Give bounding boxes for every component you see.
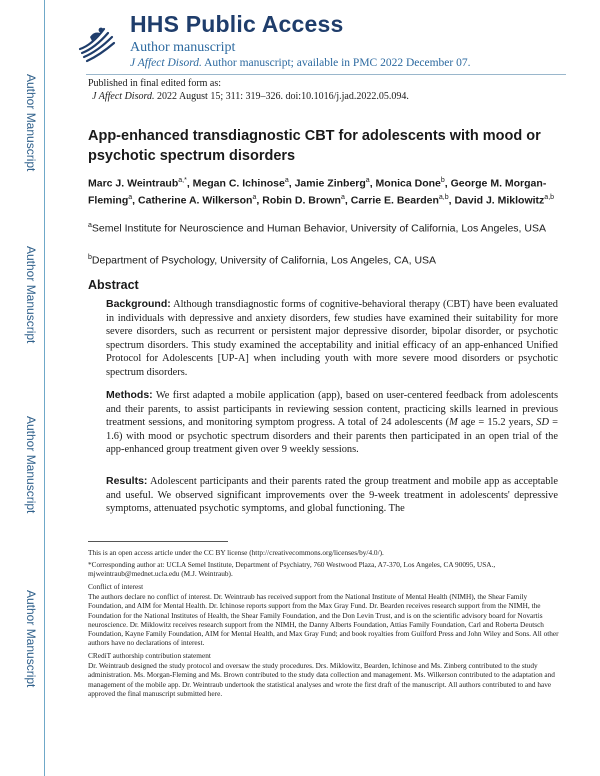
author-name: Megan C. Ichinose bbox=[192, 177, 285, 190]
sidebar-label: Author Manuscript bbox=[24, 416, 38, 514]
methods-sd-symbol: SD bbox=[536, 417, 549, 429]
author-affiliation-marker: a bbox=[252, 193, 257, 201]
author-affiliation-marker: a bbox=[284, 177, 289, 184]
affiliation-marker: a bbox=[88, 222, 92, 229]
citation-line bbox=[92, 91, 409, 102]
author-affiliation-marker: a,b bbox=[438, 193, 449, 201]
abstract-results bbox=[106, 475, 558, 516]
journal-availability bbox=[130, 57, 470, 69]
author-affiliation-marker: b bbox=[440, 177, 445, 184]
author-affiliation-marker: a,b bbox=[544, 193, 555, 201]
methods-mean-symbol: M bbox=[449, 417, 458, 429]
sidebar-label: Author Manuscript bbox=[24, 74, 38, 172]
author-manuscript-subtitle: Author manuscript bbox=[130, 40, 236, 55]
published-line: Published in final edited form as: bbox=[88, 78, 222, 89]
author-affiliation-marker: a bbox=[365, 177, 370, 184]
license-footnote[interactable]: This is an open access article under the CC BY license (http://creativecommons.org/licenses/by/4.0/). bbox=[88, 548, 384, 557]
author-name: Jamie Zinberg bbox=[294, 177, 366, 190]
author-affiliation-marker: a,* bbox=[178, 177, 187, 184]
author-name: Marc J. Weintraub bbox=[88, 177, 179, 190]
author-affiliation-marker: a bbox=[340, 193, 345, 201]
affiliation-text: Department of Psychology, University of California, Los Angeles, CA, USA bbox=[91, 254, 437, 267]
affiliation-a bbox=[88, 219, 558, 236]
methods-text: We first adapted a mobile application (app), based on user-centered feedback from adolescents and their parents, to assist participants in reviewing session content, practicing skills learned in previous treatment sessions, and monitoring symptom progress. A total of 24 adolescents ( bbox=[106, 390, 558, 429]
coi-text: The authors declare no conflict of interest. Dr. Weintraub has received support from the National Institute of Mental Health (NIMH), the Shear Family Foundation, and AIM for Mental Health. Dr. Ichinose reports support from the Max Gray Fund. Dr. Bearden receives research support from the NIMH, the Foundation for the National Institutes of Health, the Shear Family Foundation, and the Don Levin Trust, and is on the scientific advisory board for Novartis neuroscience. Dr. Miklowitz receives research support from the NIMH, the Danny Alberts Foundation, Attias Family Foundation, Carl and Roberta Deutsch Foundation, Kayne Family Foundation, AIM for Mental Health, and Max Gray Fund; and book royalties from Guilford Press and John Wiley and Sons. All other authors have no declarations of interest. bbox=[88, 592, 559, 648]
credit-text: Dr. Weintraub designed the study protocol and oversaw the study procedures. Drs. Miklowitz, Bearden, Ichinose and Ms. Zinberg contributed to the study administration. Ms. Morgan-Fleming and Ms. Brown contributed to the study data collection and management. Ms. Wilkerson contributed to the adaptation and management of the mobile app. Dr. Weintraub undertook the statistical analyses and wrote the first draft of the manuscript. All authors contributed to and have approved the final manuscript submitted here. bbox=[88, 661, 555, 698]
background-text: Although transdiagnostic forms of cognitive-behavioral therapy (CBT) have been evaluated in individuals with depressive and anxiety disorders, few studies have examined their suitability for more severe disorders, such as recurrent or persistent major depressive disorder, bipolar disorder, or psychotic spectrum disorders. This study examined the acceptability and initial efficacy of an app-enhanced Unified Protocol for Adolescents [UP-A] when including youth with more severe mood disorders or psychotic spectrum disorders. bbox=[106, 299, 558, 378]
author-name: George M. Morgan-Fleming bbox=[88, 177, 547, 206]
hhs-eagle-logo-icon bbox=[74, 19, 118, 65]
article-title: App-enhanced transdiagnostic CBT for adolescents with mood or psychotic spectrum disorders bbox=[88, 128, 541, 164]
author-name: Robin D. Brown bbox=[262, 194, 341, 206]
footnote-divider bbox=[88, 541, 228, 542]
sidebar-rule bbox=[44, 0, 45, 776]
abstract-background bbox=[106, 298, 558, 380]
journal-name[interactable]: J Affect Disord. bbox=[130, 57, 202, 69]
corresponding-author-footnote: *Corresponding author at: UCLA Semel Institute, Department of Psychiatry, 760 Westwood Plaza, A7-370, Los Angeles, CA 90095, USA., mjweintraub@mednet.ucla.edu (M.J. Weintraub). bbox=[88, 560, 496, 579]
availability-text: Author manuscript; available in PMC 2022 December 07. bbox=[201, 57, 471, 69]
abstract-methods bbox=[106, 389, 558, 457]
header-divider bbox=[86, 74, 566, 75]
methods-text: age = 15.2 years, bbox=[457, 417, 537, 429]
citation-details[interactable]: 2022 August 15; 311: 319–326. doi:10.1016/j.jad.2022.05.094. bbox=[154, 91, 409, 102]
sidebar-label: Author Manuscript bbox=[24, 246, 38, 344]
author-name: Catherine A. Wilkerson bbox=[138, 194, 253, 206]
credit-heading: CRediT authorship contribution statement bbox=[88, 651, 211, 660]
abstract-heading: Abstract bbox=[88, 278, 139, 292]
author-name: David J. Miklowitz bbox=[454, 194, 545, 206]
affiliation-text: Semel Institute for Neuroscience and Human Behavior, University of California, Los Angeles, USA bbox=[91, 222, 546, 235]
methods-label: Methods: bbox=[106, 389, 153, 401]
coi-heading: Conflict of interest bbox=[88, 582, 144, 591]
sidebar-label: Author Manuscript bbox=[24, 590, 38, 688]
results-text: Adolescent participants and their parents rated the group treatment and mobile app as acceptable and useful. We observed significant improvements over the 9-week treatment in adolescents' depressive symptoms, attenuated psychotic symptoms, and global functioning. The bbox=[106, 476, 558, 515]
background-label: Background: bbox=[106, 298, 171, 310]
results-label: Results: bbox=[106, 475, 148, 487]
author-list: Marc J. Weintraub$^{a,*}$, Megan C. Ichinose$^a$, Jamie Zinberg$^a$, Monica Done$^b$, George M. Morgan-Fleming$^a$, Catherine A. Wilkerson$^a$, Robin D. Brown$^a$, Carrie E. Bearden$^{a,b}$, David J. Miklowitz$^{a,b}$ bbox=[88, 177, 555, 206]
citation-journal: J Affect Disord. bbox=[92, 91, 155, 102]
author-name: Carrie E. Bearden bbox=[350, 194, 439, 206]
affiliation-marker: b bbox=[88, 254, 92, 261]
affiliation-b bbox=[88, 251, 558, 268]
hhs-public-access-title: HHS Public Access bbox=[130, 11, 344, 37]
author-affiliation-marker: a bbox=[128, 193, 133, 201]
author-name: Monica Done bbox=[375, 177, 441, 190]
methods-text: = 1.6) with mood or psychotic spectrum disorders and their parents then participated in an open trial of the app-enhanced group treatment given over 9 weekly sessions. bbox=[106, 417, 558, 456]
